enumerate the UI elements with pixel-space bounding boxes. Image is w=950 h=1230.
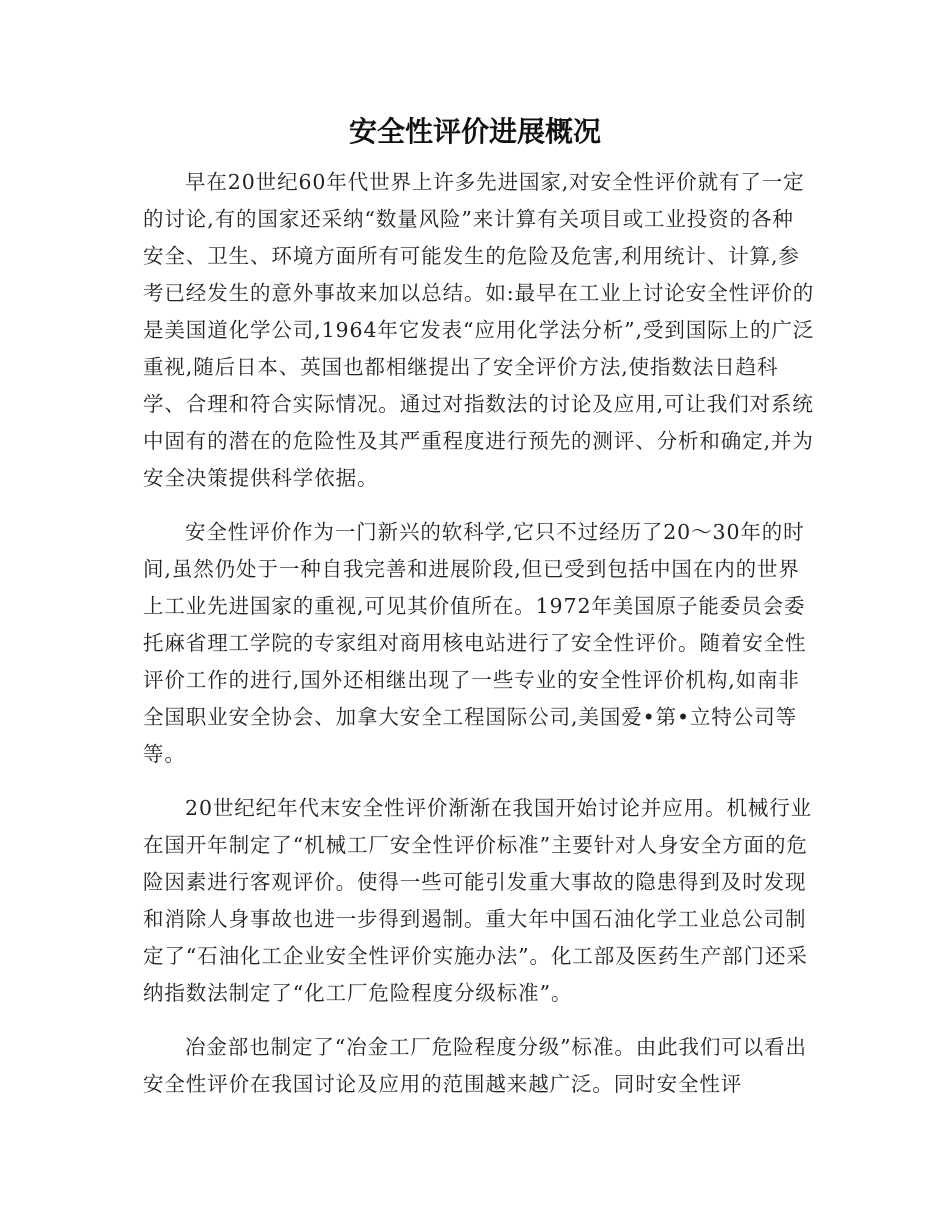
paragraph-2: 安全性评价作为一门新兴的软科学,它只不过经历了20～30年的时间,虽然仍处于一种自我完善和进展阶段,但已受到包括中国在内的世界上工业先进国家的重视,可见其价值所在。1972年美国原子能委员会委托麻省理工学院的专家组对商用核电站进行了安全性评价。随着安全性评价工作的进行,国外还相继出现了一些专业的安全性评价机构,如南非全国职业安全协会、加拿大安全工程国际公司,美国爱•第•立特公司等等。 xyxy=(143,520,807,766)
paragraph-3: 20世纪纪年代末安全性评价渐渐在我国开始讨论并应用。机械行业在国开年制定了“机械工厂安全性评价标准”主要针对人身安全方面的危险因素进行客观评价。使得一些可能引发重大事故的隐患得到及时发现和消除人身事故也进一步得到遏制。重大年中国石油化学工业总公司制定了“石油化工企业安全性评价实施办法”。化工部及医药生产部门还采纳指数法制定了“化工厂危险程度分级标准”。 xyxy=(143,796,813,1005)
document-title: 安全性评价进展概况 xyxy=(348,115,601,148)
document-body xyxy=(143,164,815,1120)
paragraph-4: 冶金部也制定了“冶金工厂危险程度分级”标准。由此我们可以看出安全性评价在我国讨论及应用的范围越来越广泛。同时安全性评 xyxy=(143,1035,807,1096)
paragraph-1: 早在20世纪60年代世界上许多先进国家,对安全性评价就有了一定的讨论,有的国家还采纳“数量风险”来计算有关项目或工业投资的各种安全、卫生、环境方面所有可能发生的危险及危害,利用统计、计算,参考已经发生的意外事故来加以总结。如:最早在工业上讨论安全性评价的是美国道化学公司,1964年它发表“应用化学法分析”,受到国际上的广泛重视,随后日本、英国也都相继提出了安全评价方法,使指数法日趋科学、合理和符合实际情况。通过对指数法的讨论及应用,可让我们对系统中固有的潜在的危险性及其严重程度进行预先的测评、分析和确定,并为安全决策提供科学依据。 xyxy=(143,170,815,490)
